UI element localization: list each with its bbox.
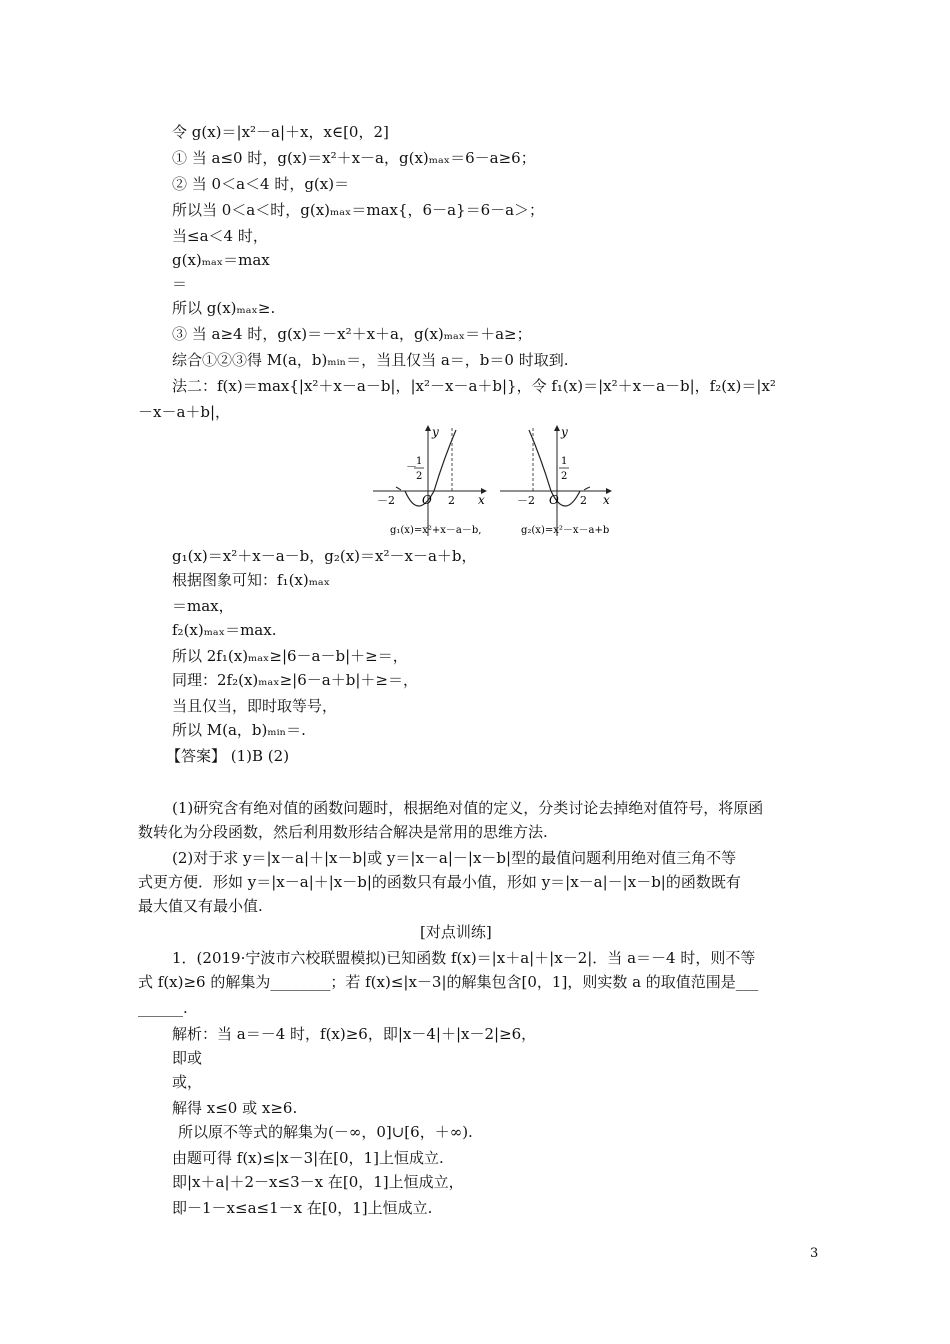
exercise-line: ______. — [138, 999, 188, 1017]
text-line: f₂(x)ₘₐₓ＝max. — [172, 621, 277, 639]
summary-line: 最大值又有最小值. — [138, 897, 263, 915]
x-axis-label: x — [478, 493, 485, 507]
graph-caption: g₁(x)=x²+x－a－b, — [390, 525, 482, 536]
x-axis-label: x — [603, 493, 610, 507]
summary-line: 数转化为分段函数，然后利用数形结合解决是常用的思维方法. — [138, 823, 548, 841]
text-line: 令 g(x)＝|x²－a|＋x，x∈[0，2] — [172, 123, 389, 141]
solution-line: 即－1－x≤a≤1－x 在[0，1]上恒成立. — [172, 1199, 433, 1217]
tick-2: 2 — [580, 494, 587, 507]
text-line: 所以当 0＜a＜时，g(x)ₘₐₓ＝max{，6－a}＝6－a＞； — [172, 201, 545, 219]
curve-tail — [396, 487, 401, 490]
y-axis-label: y — [561, 425, 568, 439]
origin-label: O — [549, 493, 559, 507]
answer-line: 【答案】 (1)B (2) — [166, 747, 290, 765]
exercise-line: 式 f(x)≥6 的解集为________；若 f(x)≤|x－3|的解集包含[0，1]，则实数 a 的取值范围是___ — [138, 973, 759, 991]
solution-line: 即|x＋a|＋2－x≤3－x 在[0，1]上恒成立， — [172, 1173, 464, 1191]
text-line: g₁(x)＝x²＋x－a－b，g₂(x)＝x²－x－a＋b， — [172, 547, 477, 565]
text-line: 所以 g(x)ₘₐₓ≥. — [172, 299, 276, 317]
half-numerator: 1 — [416, 456, 423, 467]
summary-line: 式更方便．形如 y＝|x－a|＋|x－b|的函数只有最小值，形如 y＝|x－a|－|x－b|的函数既有 — [138, 873, 741, 891]
section-title: [对点训练] — [420, 923, 492, 941]
solution-line: 由题可得 f(x)≤|x－3|在[0，1]上恒成立. — [172, 1149, 444, 1167]
text-line: 当≤a＜4 时， — [172, 227, 268, 245]
exercise-line: 1．(2019·宁波市六校联盟模拟)已知函数 f(x)＝|x＋a|＋|x－2|．当 a＝－4 时，则不等 — [172, 949, 756, 967]
half-sign: － — [406, 460, 417, 473]
page-number: 3 — [810, 1246, 819, 1261]
text-line: 法二：f(x)＝max{|x²＋x－a－b|，|x²－x－a＋b|}，令 f₁(x)＝|x²＋x－a－b|，f₂(x)＝|x² — [172, 377, 776, 395]
graph-g2 — [495, 418, 620, 543]
summary-line: (1)研究含有绝对值的函数问题时，根据绝对值的定义，分类讨论去掉绝对值符号，将原函 — [172, 799, 764, 817]
solution-line: 即或 — [172, 1049, 203, 1067]
origin-label: O — [422, 493, 432, 507]
half-denominator: 2 — [561, 471, 568, 482]
solution-line: 或， — [172, 1073, 203, 1091]
text-line: ③ 当 a≥4 时，g(x)＝－x²＋x＋a，g(x)ₘₐₓ＝＋a≥； — [172, 325, 532, 343]
text-line: 根据图象可知：f₁(x)ₘₐₓ — [172, 571, 331, 589]
tick-neg2: －2 — [377, 494, 395, 507]
solution-line: 解析：当 a＝－4 时，f(x)≥6，即|x－4|＋|x－2|≥6， — [172, 1025, 537, 1043]
half-numerator: 1 — [561, 456, 568, 467]
solution-line: 所以原不等式的解集为(－∞，0]∪[6，＋∞). — [178, 1123, 473, 1141]
half-denominator: 2 — [416, 471, 423, 482]
text-line: 综合①②③得 M(a，b)ₘᵢₙ＝，当且仅当 a＝，b＝0 时取到. — [172, 351, 569, 369]
text-line: ＝ — [172, 275, 188, 293]
graph-g1 — [368, 418, 498, 543]
text-line: 所以 2f₁(x)ₘₐₓ≥|6－a－b|＋≥＝， — [172, 647, 408, 665]
text-line: ② 当 0＜a＜4 时，g(x)＝ — [172, 175, 350, 193]
text-line: g(x)ₘₐₓ＝max — [172, 251, 270, 269]
text-line: 同理：2f₂(x)ₘₐₓ≥|6－a＋b|＋≥＝， — [172, 671, 418, 689]
tick-2: 2 — [448, 494, 455, 507]
text-line: ① 当 a≤0 时，g(x)＝x²＋x－a，g(x)ₘₐₓ＝6－a≥6； — [172, 149, 536, 167]
graph-caption: g₂(x)=x²－x－a+b — [521, 525, 610, 536]
summary-line: (2)对于求 y＝|x－a|＋|x－b|或 y＝|x－a|－|x－b|型的最值问题利用绝对值三角不等 — [172, 849, 737, 867]
tick-neg2: －2 — [517, 494, 535, 507]
solution-line: 解得 x≤0 或 x≥6. — [172, 1099, 298, 1117]
text-line: 当且仅当，即时取等号， — [172, 697, 338, 715]
y-axis-label: y — [432, 425, 439, 439]
text-line: －x－a＋b|， — [138, 403, 231, 421]
text-line: ＝max， — [172, 597, 234, 615]
text-line: 所以 M(a，b)ₘᵢₙ＝. — [172, 721, 306, 739]
curve-tail — [584, 487, 590, 490]
